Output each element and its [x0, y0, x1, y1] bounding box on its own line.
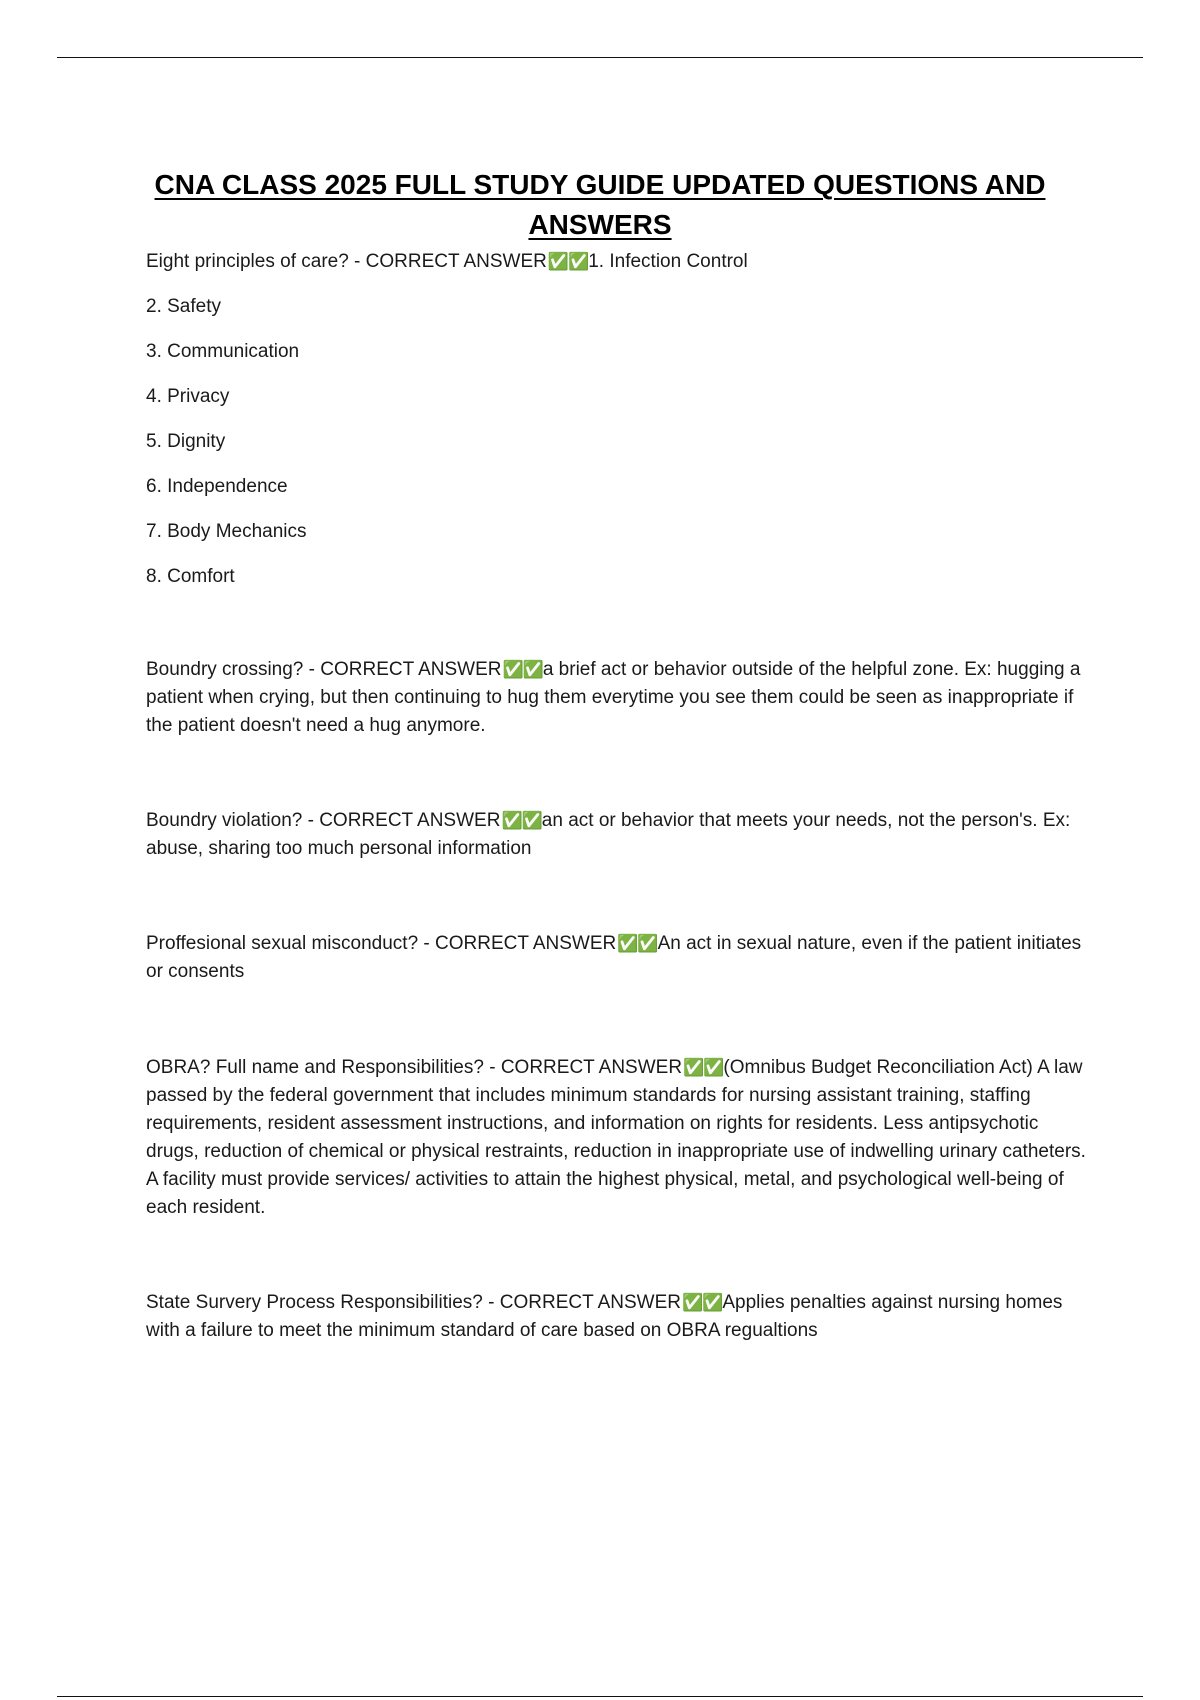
check-mark-icon: ✅✅: [502, 660, 543, 679]
principles-block: [146, 248, 1096, 591]
list-item: 4. Privacy: [146, 386, 230, 407]
list-item: 8. Comfort: [146, 566, 235, 587]
check-mark-icon: ✅✅: [683, 1058, 724, 1077]
check-mark-icon: ✅✅: [547, 252, 589, 271]
list-item: 7. Body Mechanics: [146, 521, 307, 542]
title-line-1: CNA CLASS 2025 FULL STUDY GUIDE UPDATED QUESTIONS AND: [154, 168, 1046, 200]
question-text: Boundry crossing? - CORRECT ANSWER: [146, 659, 502, 680]
answer-text: Applies penalties against nursing homes with a failure to meet the minimum standard of care based on OBRA regualtions: [146, 1292, 1063, 1341]
qa-boundry-crossing: [146, 656, 1096, 740]
question-text: Eight principles of care? - CORRECT ANSWER: [146, 251, 547, 272]
footer-rule: [57, 1696, 1143, 1697]
check-mark-icon: ✅✅: [681, 1293, 723, 1312]
check-mark-icon: ✅✅: [617, 934, 658, 953]
qa-state-survey: [146, 1289, 1096, 1345]
study-guide-content: [146, 248, 1096, 1345]
qa-boundry-violation: [146, 807, 1096, 863]
principles-question-line: [146, 248, 1096, 276]
question-text: Boundry violation? - CORRECT ANSWER: [146, 810, 501, 831]
qa-sexual-misconduct: [146, 930, 1096, 986]
check-mark-icon: ✅✅: [501, 811, 542, 830]
list-item: 6. Independence: [146, 476, 288, 497]
answer-text: a brief act or behavior outside of the helpful zone. Ex: hugging a patient when crying, but then continuing to hug them everytime you see them could be seen as inappropriate if the patient doesn't need a hug anymore.: [146, 659, 1081, 736]
question-text: OBRA? Full name and Responsibilities? - CORRECT ANSWER: [146, 1057, 683, 1078]
header-rule: [57, 57, 1143, 58]
page-title: [100, 165, 1100, 245]
list-item: 3. Communication: [146, 341, 300, 362]
answer-text: 1. Infection Control: [588, 251, 748, 272]
answer-text: An act in sexual nature, even if the patient initiates or consents: [146, 933, 1082, 982]
question-text: Proffesional sexual misconduct? - CORRECT ANSWER: [146, 933, 617, 954]
list-item: 5. Dignity: [146, 431, 226, 452]
list-item: 2. Safety: [146, 296, 221, 317]
answer-text: an act or behavior that meets your needs, not the person's. Ex: abuse, sharing too much personal information: [146, 810, 1071, 859]
qa-obra: [146, 1054, 1096, 1222]
question-text: State Survery Process Responsibilities? - CORRECT ANSWER: [146, 1292, 681, 1313]
title-line-2: ANSWERS: [528, 208, 672, 240]
answer-text: (Omnibus Budget Reconciliation Act) A law passed by the federal government that includes minimum standards for nursing assistant training, staffing requirements, resident assessment instructions, and information on rights for residents. Less antipsychotic drugs, reduction of chemical or physical restraints, reduction in inappropriate use of indwelling urinary catheters. A facility must provide services/ activities to attain the highest physical, metal, and psychological well-being of each resident.: [146, 1057, 1086, 1218]
